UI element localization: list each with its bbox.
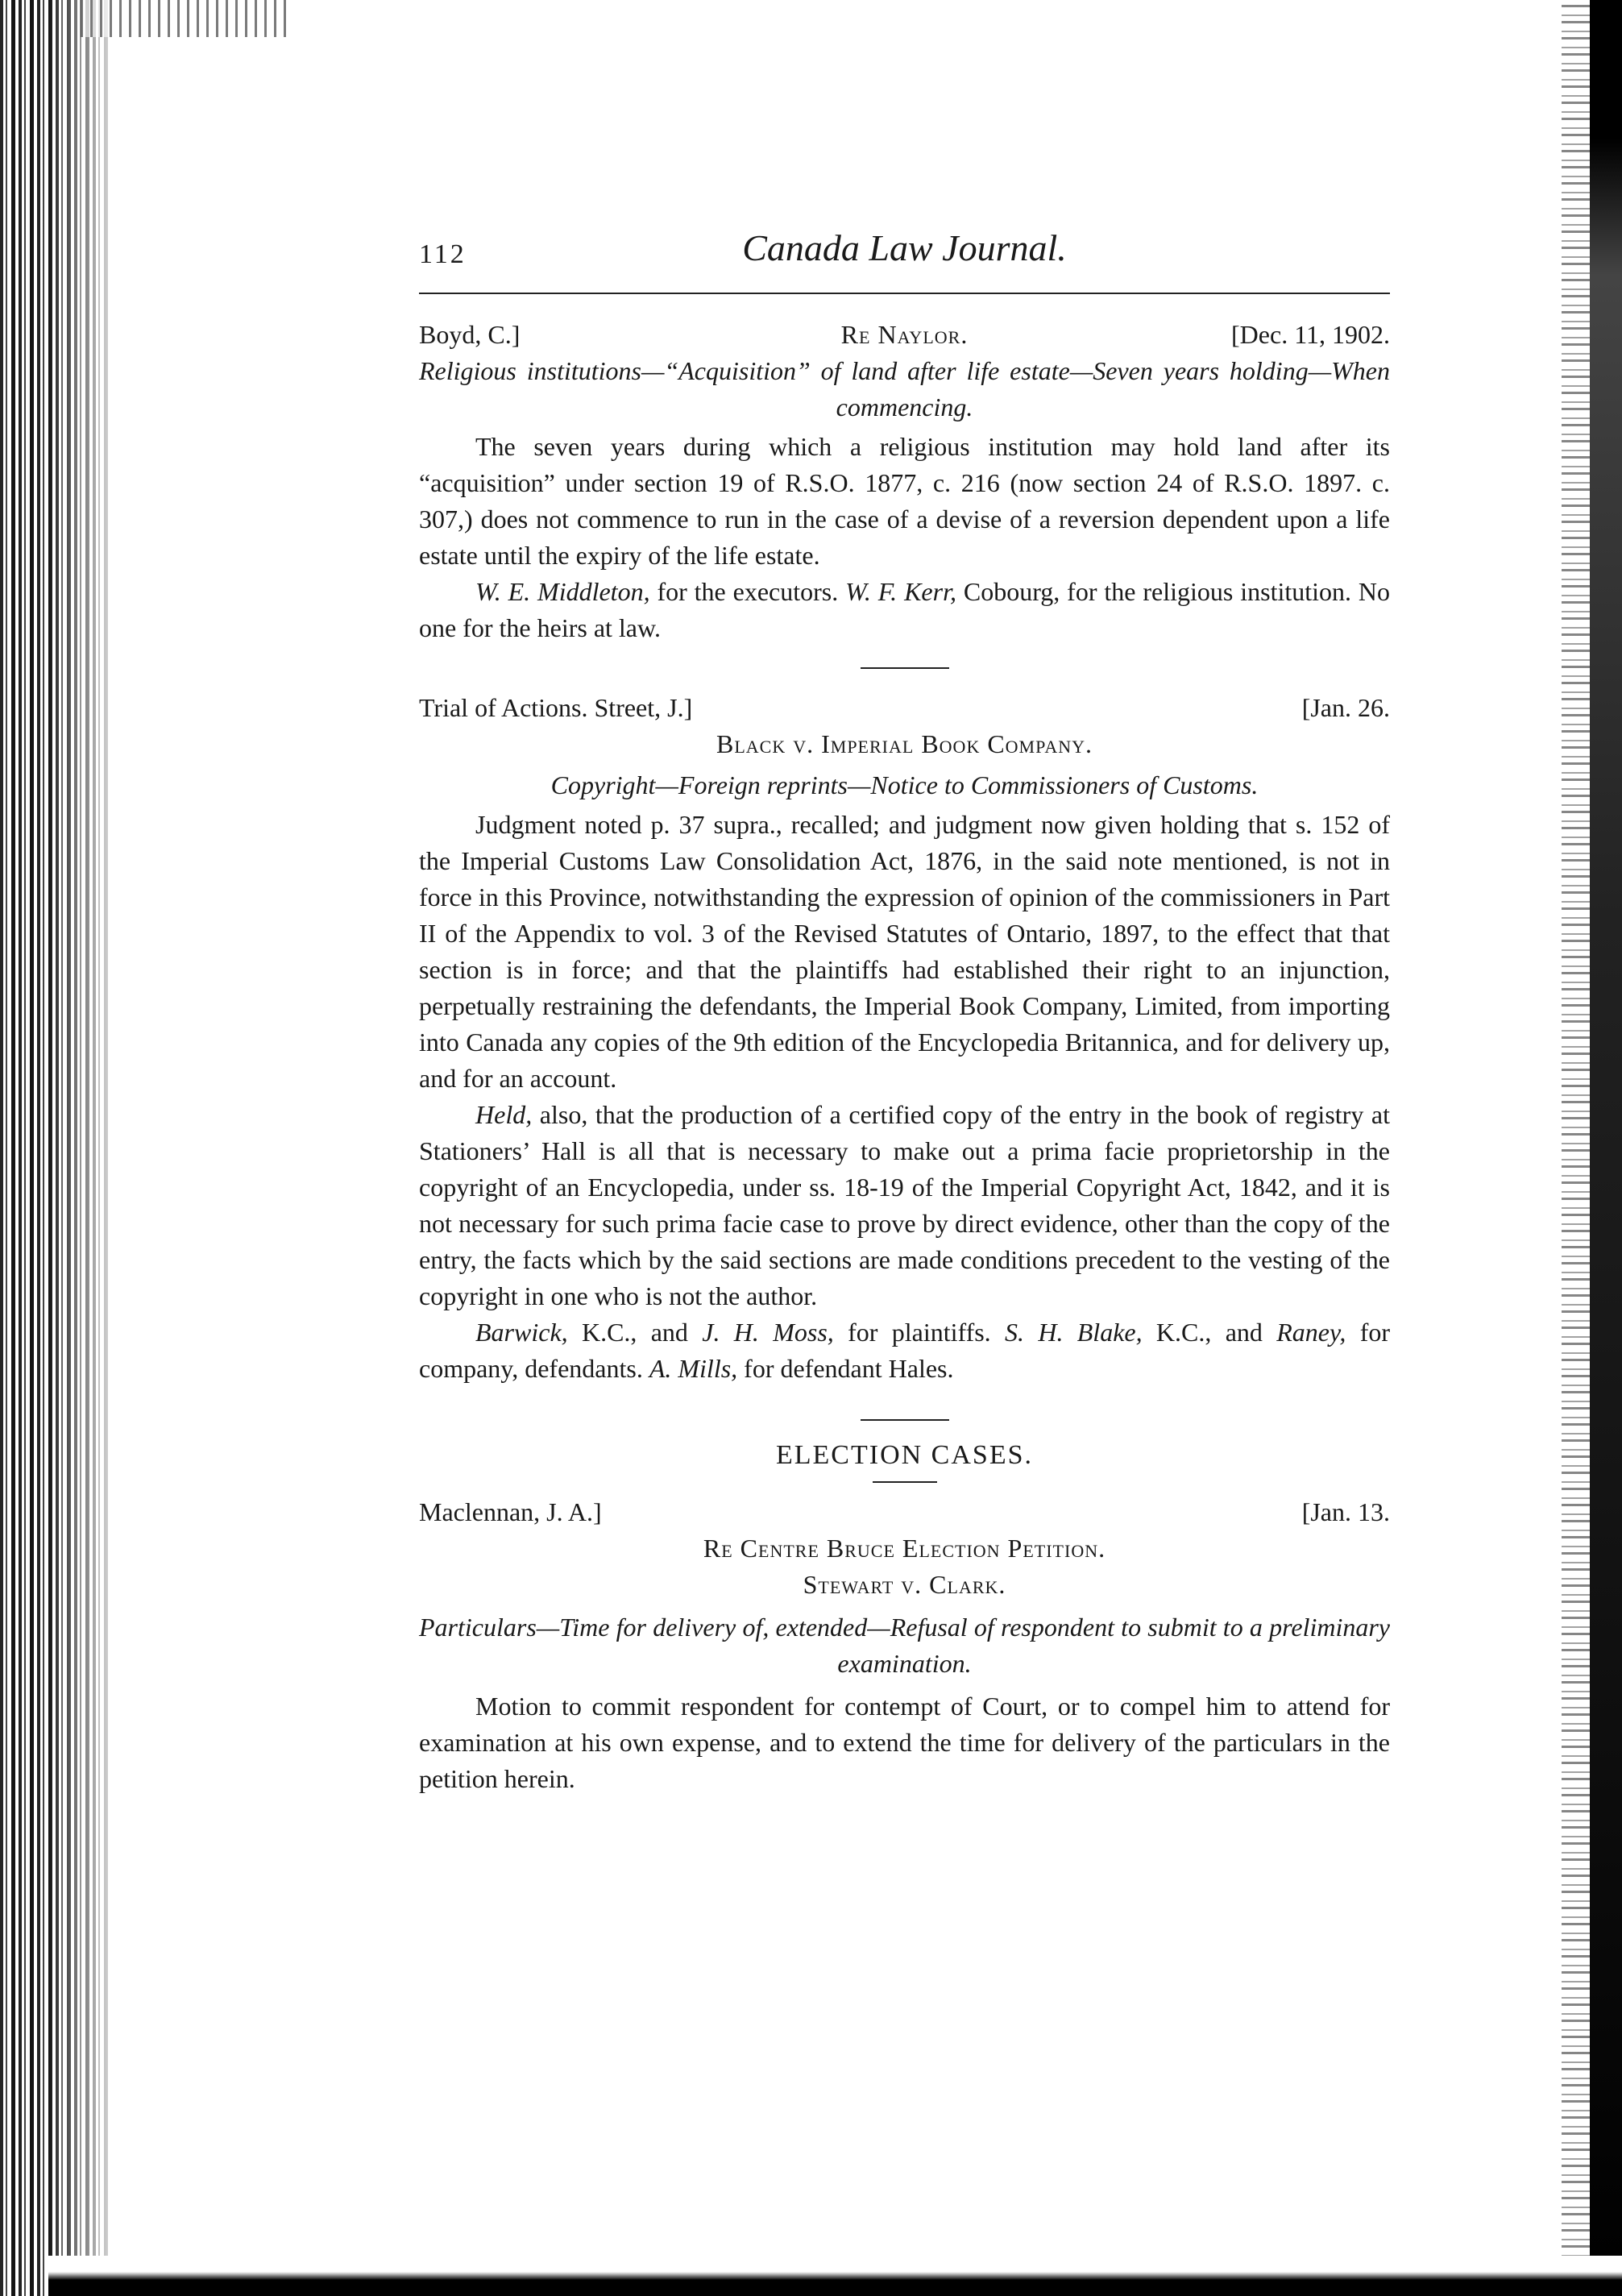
case-black-body-1: Judgment noted p. 37 supra., recalled; and judgment now given holding that s. 152 of the Imperial Customs Law Consolidation Act, 1876, in the said note mentioned, is not in force in this Province, notwithstanding the expression of opinion of the commissioners in Part II of the Appendix to vol. 3 of the Revised Statutes of Ontario, 1897, to the effect that that section is in force; and that the plaintiffs had established their right to an injunction, perpetually restraining the defendants, the Imperial Book Company, Limited, from importing into Canada any copies of the 9th edition of the Encyclopedia Britannica, and for delivery up, and for an account. bbox=[419, 810, 1390, 1093]
section-title-rule bbox=[873, 1481, 937, 1483]
counsel-role: for defendant Hales. bbox=[737, 1354, 954, 1383]
case-centre-bruce-title: Re Centre Bruce Election Petition. bbox=[703, 1534, 1106, 1563]
counsel-role: for the executors. bbox=[649, 577, 846, 606]
scan-edge-right-shadow bbox=[1590, 0, 1622, 2296]
case-centre-bruce-headnote: Particulars—Time for delivery of, extended—Refusal of respondent to submit to a preliminary examination. bbox=[419, 1613, 1390, 1678]
scan-edge-top bbox=[81, 0, 290, 37]
section-title-election-cases: ELECTION CASES. bbox=[776, 1440, 1033, 1470]
case-naylor-judge: Boyd, C.] bbox=[419, 320, 521, 349]
case-black-title: Black v. Imperial Book Company. bbox=[716, 729, 1093, 758]
case-centre-bruce-parties: Stewart v. Clark. bbox=[803, 1570, 1006, 1599]
held-word: Held, bbox=[475, 1100, 533, 1129]
header-rule bbox=[419, 293, 1390, 294]
counsel-name: J. H. Moss, bbox=[702, 1318, 834, 1347]
running-head bbox=[419, 227, 1390, 286]
case-black-held-text: also, that the production of a certified copy of the entry in the book of registry at Stationers’ Hall is all that is necessary to make out a prima facie proprietorship in the copyright of an Encyclopedia, under ss. 18-19 of the Imperial Copyright Act, 1842, and it is not necessary for such prima facie case to prove by direct evidence, other than the copy of the entry, the facts which by the said sections are made conditions precedent to the vesting of the copyright in one who is not the author. bbox=[419, 1100, 1390, 1310]
counsel-role: for company, defendants. bbox=[419, 1318, 1391, 1383]
case-black-court: Trial of Actions. bbox=[419, 693, 588, 722]
counsel-name: Barwick, bbox=[475, 1318, 568, 1347]
scan-edge-bottom bbox=[48, 2256, 1622, 2296]
counsel-role: K.C., and bbox=[1142, 1318, 1277, 1347]
case-naylor-title: Re Naylor. bbox=[840, 320, 969, 349]
case-black-date: [Jan. 26. bbox=[1301, 693, 1390, 722]
case-naylor-headnote: Religious institutions—“Acquisition” of land after life estate—Seven years holding—When commencing. bbox=[419, 356, 1390, 421]
case-naylor-counsel bbox=[419, 574, 1390, 646]
case-naylor-date: [Dec. 11, 1902. bbox=[1231, 320, 1390, 349]
journal-page bbox=[419, 227, 1391, 1797]
journal-title: Canada Law Journal. bbox=[742, 227, 1067, 268]
counsel-name: W. E. Middleton, bbox=[475, 577, 650, 606]
case-centre-bruce-date: [Jan. 13. bbox=[1301, 1497, 1390, 1526]
page-number: 112 bbox=[419, 239, 467, 269]
case-black-court-judge bbox=[419, 690, 692, 726]
case-centre-bruce-header bbox=[419, 1494, 1390, 1530]
case-black-header bbox=[419, 690, 1390, 726]
case-divider bbox=[861, 667, 949, 669]
counsel-role: Cobourg, for the religious institution. No one for the heirs at law. bbox=[419, 577, 1391, 642]
counsel-name: Raney, bbox=[1276, 1318, 1346, 1347]
counsel-role: for plaintiffs. bbox=[833, 1318, 1006, 1347]
case-black-body-2 bbox=[419, 1097, 1390, 1314]
counsel-name: A. Mills, bbox=[649, 1354, 738, 1383]
case-centre-bruce-judge: Maclennan, J. A.] bbox=[419, 1497, 602, 1526]
counsel-name: S. H. Blake, bbox=[1005, 1318, 1143, 1347]
case-naylor-header bbox=[419, 317, 1390, 353]
counsel-role: K.C., and bbox=[567, 1318, 703, 1347]
case-black-judge: Street, J.] bbox=[594, 693, 693, 722]
counsel-name: W. F. Kerr, bbox=[845, 577, 956, 606]
case-centre-bruce-body: Motion to commit respondent for contempt of Court, or to compel him to attend for examination at his own expense, and to extend the time for delivery of the particulars in the petition herein. bbox=[419, 1692, 1390, 1793]
case-black-counsel bbox=[419, 1314, 1390, 1387]
section-divider bbox=[861, 1419, 949, 1421]
scan-edge-left-fade bbox=[48, 0, 137, 2296]
case-naylor-body: The seven years during which a religious institution may hold land after its “acquisition” under section 19 of R.S.O. 1877, c. 216 (now section 24 of R.S.O. 1897. c. 307,) does not commence to run in the case of a devise of a reversion dependent upon a life estate until the expiry of the life estate. bbox=[419, 432, 1390, 570]
case-black-headnote: Copyright—Foreign reprints—Notice to Commissioners of Customs. bbox=[550, 770, 1259, 799]
